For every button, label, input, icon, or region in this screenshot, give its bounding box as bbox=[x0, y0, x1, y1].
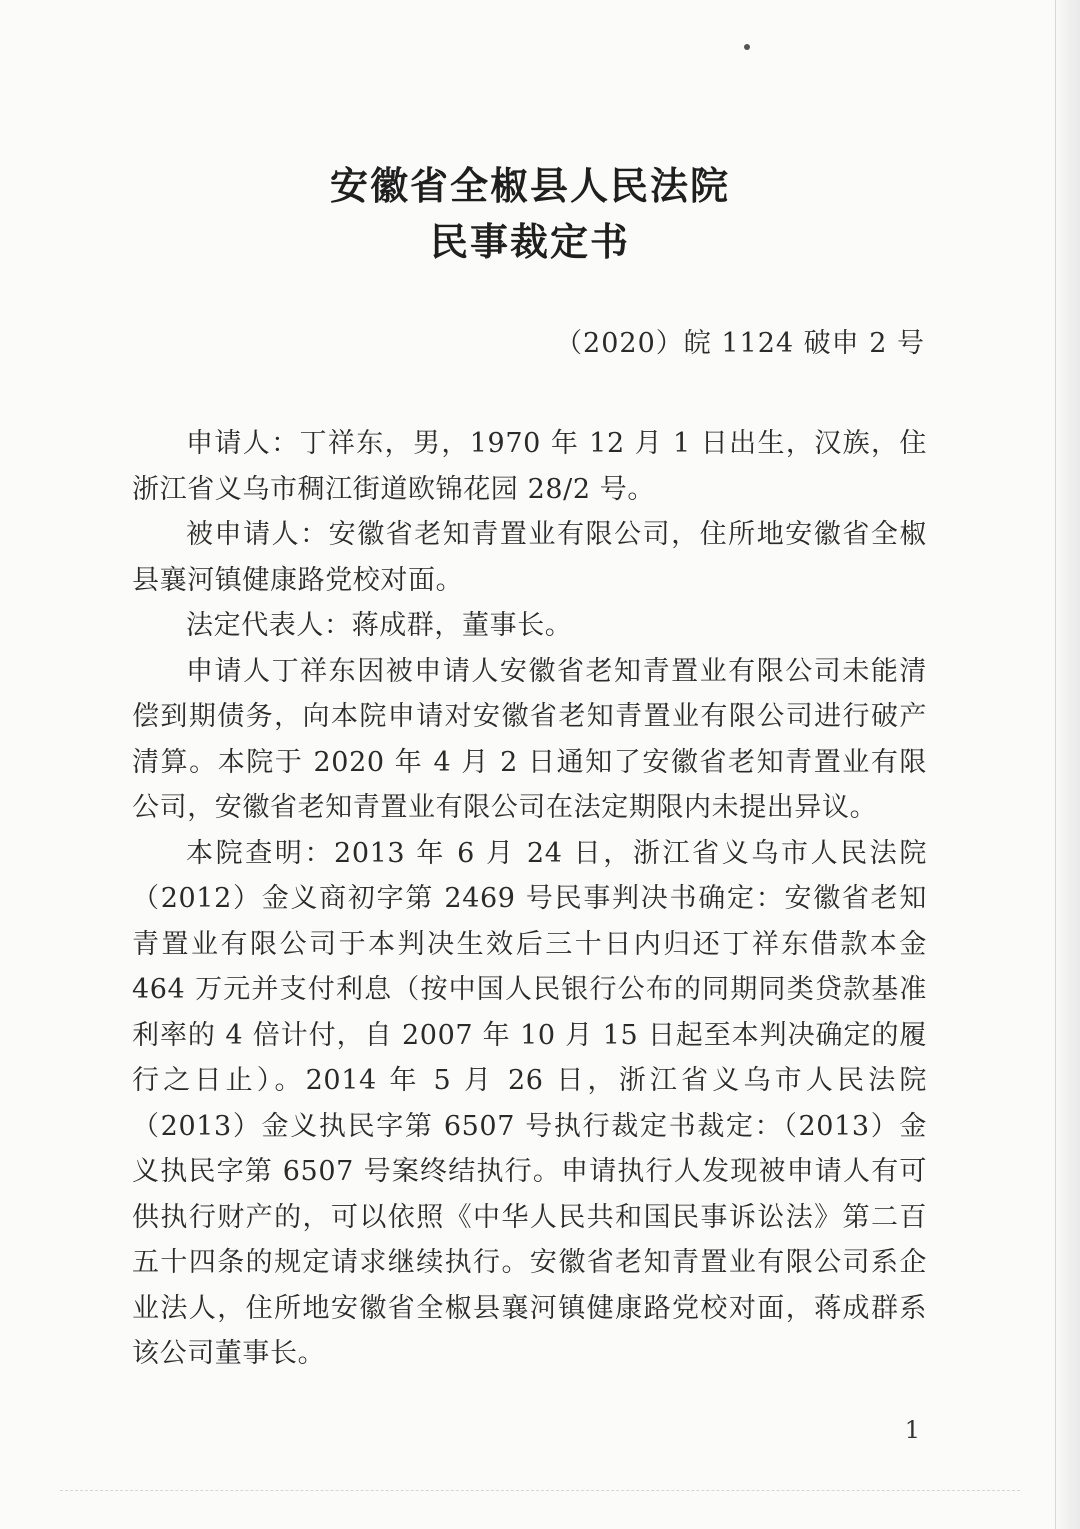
case-number: （2020）皖 1124 破申 2 号 bbox=[555, 328, 925, 359]
court-name: 安徽省全椒县人民法院 bbox=[329, 164, 730, 208]
scan-speck bbox=[744, 44, 750, 50]
applicant-paragraph: 申请人：丁祥东，男，1970 年 12 月 1 日出生，汉族，住浙江省义乌市稠江街道欧锦花园 28/2 号。 bbox=[132, 428, 927, 505]
document-body bbox=[132, 421, 927, 1377]
application-facts-paragraph: 申请人丁祥东因被申请人安徽省老知青置业有限公司未能清偿到期债务，向本院申请对安徽省老知青置业有限公司进行破产清算。本院于 2020 年 4 月 2 日通知了安徽省老知青置业有限公司，安徽省老知青置业有限公司在法定期限内未提出异议。 bbox=[132, 655, 927, 823]
legal-representative-paragraph: 法定代表人：蒋成群，董事长。 bbox=[186, 610, 573, 641]
scan-bottom-rule bbox=[60, 1490, 1020, 1492]
document-header bbox=[0, 158, 1080, 270]
page-number: 1 bbox=[904, 1416, 920, 1444]
respondent-paragraph: 被申请人：安徽省老知青置业有限公司，住所地安徽省全椒县襄河镇健康路党校对面。 bbox=[132, 519, 927, 596]
document-type-title: 民事裁定书 bbox=[429, 220, 630, 264]
court-findings-paragraph: 本院查明：2013 年 6 月 24 日，浙江省义乌市人民法院（2012）金义商初字第 2469 号民事判决书确定：安徽省老知青置业有限公司于本判决生效后三十日内归还丁祥东借款本金 464 万元并支付利息（按中国人民银行公布的同期同类贷款基准利率的 4 倍计付，自 2007 年 10 月 15 日起至本判决确定的履行之日止）。2014 年 5 月 26 日，浙江省义乌市人民法院（2013）金义执民字第 6507 号执行裁定书裁定：（2013）金义执民字第 6507 号案终结执行。申请执行人发现被申请人有可供执行财产的，可以依照《中华人民共和国民事诉讼法》第二百五十四条的规定请求继续执行。安徽省老知青置业有限公司系企业法人，住所地安徽省全椒县襄河镇健康路党校对面，蒋成群系该公司董事长。 bbox=[132, 837, 927, 1369]
